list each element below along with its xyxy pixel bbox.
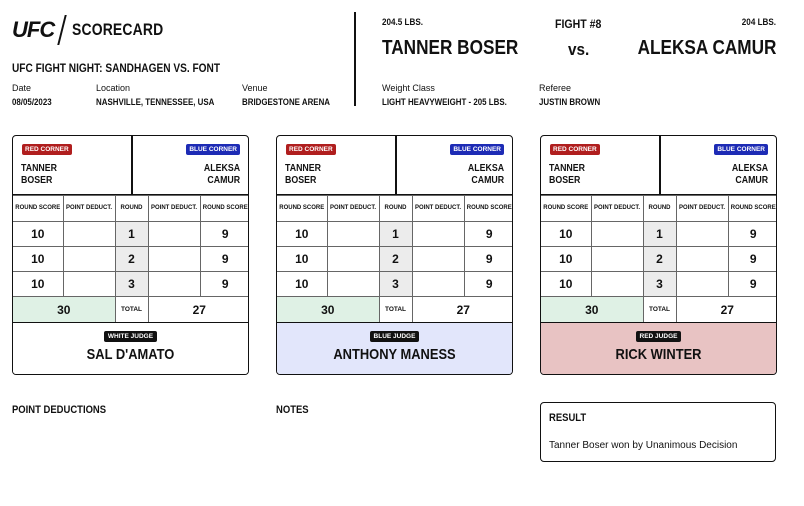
vs-label: vs. — [568, 40, 590, 59]
red-first-name: TANNER — [21, 163, 58, 174]
blue-point-deduction — [412, 247, 464, 272]
referee-value: JUSTIN BROWN — [539, 97, 601, 107]
red-point-deduction — [327, 272, 379, 297]
blue-point-deduction — [148, 272, 200, 297]
red-fighter-name: TANNER BOSER — [382, 37, 519, 59]
card-fighters — [13, 136, 248, 195]
blue-corner-name — [204, 163, 240, 187]
blue-first-name: ALEKSA — [467, 163, 504, 174]
red-corner-name — [285, 163, 321, 187]
result-title: RESULT — [549, 412, 587, 424]
red-round-score: 10 — [277, 272, 327, 297]
red-corner-badge: RED CORNER — [550, 144, 600, 155]
corner-divider — [659, 136, 661, 195]
red-first-name: TANNER — [285, 163, 322, 174]
round-number: 3 — [115, 272, 148, 297]
logo-scorecard-text: SCORECARD — [72, 20, 164, 39]
red-last-name: BOSER — [549, 175, 581, 186]
judge-card — [12, 135, 249, 375]
red-corner-name — [21, 163, 57, 187]
blue-round-score: 9 — [728, 272, 777, 297]
location-label: Location — [96, 83, 131, 93]
logo-divider — [57, 15, 66, 45]
round-row — [541, 272, 777, 297]
referee-label: Referee — [539, 83, 572, 93]
red-point-deduction — [327, 247, 379, 272]
judge-section — [13, 323, 248, 375]
red-round-score: 10 — [541, 222, 591, 247]
blue-corner-badge: BLUE CORNER — [714, 144, 768, 155]
red-point-deduction — [591, 272, 643, 297]
red-point-deduction — [591, 247, 643, 272]
col-point-deduct: POINT DEDUCT. — [63, 196, 115, 222]
blue-total: 27 — [412, 297, 513, 323]
red-total: 30 — [277, 297, 379, 323]
blue-round-score: 9 — [200, 272, 249, 297]
score-table — [13, 195, 249, 323]
round-number: 2 — [643, 247, 676, 272]
location-value: NASHVILLE, TENNESSEE, USA — [96, 97, 215, 107]
blue-fighter-weight: 204 LBS. — [741, 17, 776, 27]
corner-divider — [131, 136, 133, 195]
notes-title: NOTES — [276, 404, 309, 416]
red-last-name: BOSER — [285, 175, 317, 186]
blue-last-name: CAMUR — [207, 175, 240, 186]
col-point-deduct: POINT DEDUCT. — [676, 196, 728, 222]
blue-point-deduction — [412, 222, 464, 247]
score-header-row — [541, 196, 777, 222]
round-row — [13, 222, 249, 247]
judge-name: RICK WINTER — [615, 346, 702, 363]
round-row — [13, 247, 249, 272]
score-table — [541, 195, 777, 323]
col-round-score: ROUND SCORE — [200, 196, 249, 222]
blue-corner-name — [732, 163, 768, 187]
total-row — [541, 297, 777, 323]
judge-card — [276, 135, 513, 375]
col-round-score: ROUND SCORE — [541, 196, 591, 222]
col-round: ROUND — [643, 196, 676, 222]
col-point-deduct: POINT DEDUCT. — [412, 196, 464, 222]
round-row — [277, 247, 513, 272]
logo-ufc-text: UFC — [12, 17, 55, 42]
judge-section — [277, 323, 512, 375]
score-table — [277, 195, 513, 323]
blue-last-name: CAMUR — [735, 175, 768, 186]
blue-point-deduction — [676, 247, 728, 272]
judge-section — [541, 323, 776, 375]
blue-round-score: 9 — [200, 247, 249, 272]
blue-point-deduction — [676, 272, 728, 297]
venue-value: BRIDGESTONE ARENA — [242, 97, 331, 107]
red-point-deduction — [63, 222, 115, 247]
col-point-deduct: POINT DEDUCT. — [327, 196, 379, 222]
total-label: TOTAL — [379, 297, 412, 323]
total-label: TOTAL — [115, 297, 148, 323]
red-total: 30 — [541, 297, 643, 323]
date-label: Date — [12, 83, 32, 93]
score-header-row — [277, 196, 513, 222]
event-title: UFC FIGHT NIGHT: SANDHAGEN VS. FONT — [12, 63, 221, 75]
judge-badge: WHITE JUDGE — [104, 331, 157, 342]
blue-total: 27 — [676, 297, 777, 323]
judge-badge: BLUE JUDGE — [370, 331, 420, 342]
blue-total: 27 — [148, 297, 249, 323]
red-last-name: BOSER — [21, 175, 53, 186]
judge-badge: RED JUDGE — [636, 331, 682, 342]
round-number: 1 — [115, 222, 148, 247]
red-point-deduction — [591, 222, 643, 247]
result-box — [540, 402, 776, 462]
result-text: Tanner Boser won by Unanimous Decision — [549, 440, 738, 451]
judge-card — [540, 135, 777, 375]
blue-fighter-name: ALEKSA CAMUR — [637, 37, 776, 59]
round-number: 2 — [115, 247, 148, 272]
card-fighters — [541, 136, 776, 195]
blue-point-deduction — [412, 272, 464, 297]
col-round-score: ROUND SCORE — [728, 196, 777, 222]
col-point-deduct: POINT DEDUCT. — [148, 196, 200, 222]
col-round-score: ROUND SCORE — [464, 196, 513, 222]
round-number: 1 — [643, 222, 676, 247]
card-fighters — [277, 136, 512, 195]
blue-point-deduction — [148, 247, 200, 272]
red-round-score: 10 — [13, 272, 63, 297]
weight-class-value: LIGHT HEAVYWEIGHT - 205 LBS. — [382, 97, 507, 107]
blue-first-name: ALEKSA — [203, 163, 240, 174]
col-round: ROUND — [379, 196, 412, 222]
corner-divider — [395, 136, 397, 195]
col-round-score: ROUND SCORE — [13, 196, 63, 222]
red-round-score: 10 — [13, 247, 63, 272]
judge-name: ANTHONY MANESS — [333, 346, 456, 363]
blue-round-score: 9 — [728, 222, 777, 247]
red-point-deduction — [63, 247, 115, 272]
date-value: 08/05/2023 — [12, 97, 52, 107]
venue-label: Venue — [242, 83, 268, 93]
blue-round-score: 9 — [200, 222, 249, 247]
round-number: 3 — [643, 272, 676, 297]
red-corner-badge: RED CORNER — [286, 144, 336, 155]
red-round-score: 10 — [541, 247, 591, 272]
blue-first-name: ALEKSA — [731, 163, 768, 174]
blue-round-score: 9 — [464, 272, 513, 297]
weight-class-label: Weight Class — [382, 83, 435, 93]
col-round: ROUND — [115, 196, 148, 222]
red-point-deduction — [327, 222, 379, 247]
red-total: 30 — [13, 297, 115, 323]
blue-corner-badge: BLUE CORNER — [186, 144, 240, 155]
col-point-deduct: POINT DEDUCT. — [591, 196, 643, 222]
red-corner-name — [549, 163, 585, 187]
round-number: 2 — [379, 247, 412, 272]
blue-point-deduction — [148, 222, 200, 247]
round-number: 3 — [379, 272, 412, 297]
point-deductions-title: POINT DEDUCTIONS — [12, 404, 107, 416]
round-row — [277, 222, 513, 247]
red-point-deduction — [63, 272, 115, 297]
red-corner-badge: RED CORNER — [22, 144, 72, 155]
total-row — [277, 297, 513, 323]
round-row — [541, 222, 777, 247]
red-round-score: 10 — [13, 222, 63, 247]
blue-round-score: 9 — [464, 222, 513, 247]
round-row — [13, 272, 249, 297]
fight-number: FIGHT #8 — [555, 17, 602, 31]
blue-round-score: 9 — [464, 247, 513, 272]
round-row — [277, 272, 513, 297]
total-row — [13, 297, 249, 323]
blue-round-score: 9 — [728, 247, 777, 272]
blue-point-deduction — [676, 222, 728, 247]
red-round-score: 10 — [277, 222, 327, 247]
round-row — [541, 247, 777, 272]
score-header-row — [13, 196, 249, 222]
total-label: TOTAL — [643, 297, 676, 323]
red-round-score: 10 — [541, 272, 591, 297]
blue-corner-name — [468, 163, 504, 187]
round-number: 1 — [379, 222, 412, 247]
red-round-score: 10 — [277, 247, 327, 272]
red-first-name: TANNER — [549, 163, 586, 174]
blue-corner-badge: BLUE CORNER — [450, 144, 504, 155]
blue-last-name: CAMUR — [471, 175, 504, 186]
judge-name: SAL D'AMATO — [86, 346, 175, 363]
col-round-score: ROUND SCORE — [277, 196, 327, 222]
red-fighter-weight: 204.5 LBS. — [382, 17, 423, 27]
ufc-logo — [12, 14, 212, 46]
header-divider — [354, 12, 356, 106]
